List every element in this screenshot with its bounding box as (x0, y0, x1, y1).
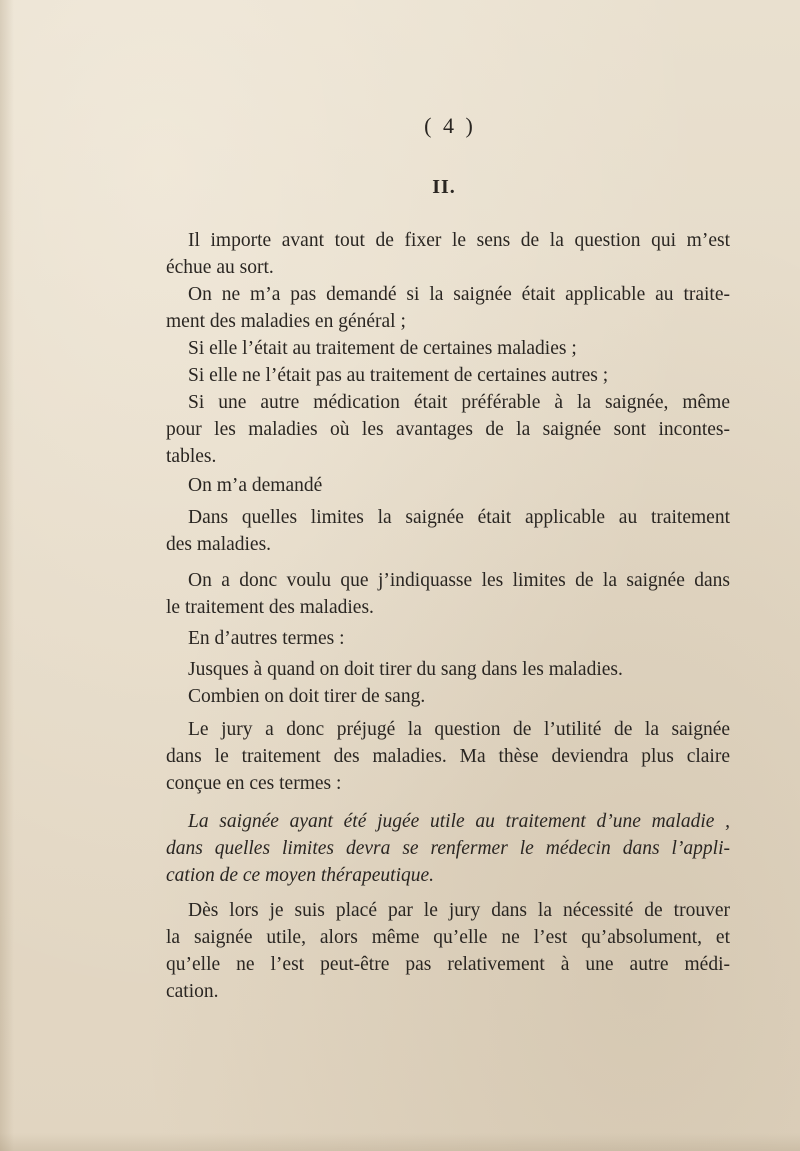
page-bottom-shadow (0, 1133, 800, 1151)
page-edge-shadow (0, 0, 14, 1151)
text-line: On a donc voulu que j’indiquasse les limites de la saignée dans (188, 570, 730, 591)
text-line: En d’autres termes : (188, 628, 345, 649)
text-line: Si elle l’était au traitement de certaines maladies ; (188, 338, 577, 359)
text-line: On ne m’a pas demandé si la saignée était applicable au traite- (188, 284, 730, 305)
section-heading: II. (432, 176, 456, 198)
text-line: dans le traitement des maladies. Ma thèse deviendra plus claire (166, 746, 730, 767)
text-line: des maladies. (166, 534, 272, 555)
text-line: Dans quelles limites la saignée était applicable au traitement (188, 507, 730, 528)
text-line: ment des maladies en général ; (166, 311, 406, 332)
thesis-line: dans quelles limites devra se renfermer le médecin dans l’appli- (166, 838, 730, 859)
text-line: Dès lors je suis placé par le jury dans la nécessité de trouver (188, 900, 730, 921)
text-line: la saignée utile, alors même qu’elle ne l’est qu’absolument, et (166, 927, 730, 948)
text-line: On m’a demandé (188, 475, 323, 496)
text-line: qu’elle ne l’est peut-être pas relativement à une autre médi- (166, 954, 730, 975)
thesis-line: cation de ce moyen thérapeutique. (166, 865, 435, 886)
text-line: Il importe avant tout de fixer le sens de la question qui m’est (188, 230, 730, 251)
text-line: Jusques à quand on doit tirer du sang dans les maladies. (188, 659, 623, 680)
text-line: Si une autre médication était préférable à la saignée, même (188, 392, 730, 413)
text-line: pour les maladies où les avantages de la saignée sont incontes- (166, 419, 730, 440)
thesis-line: La saignée ayant été jugée utile au traitement d’une maladie , (188, 811, 730, 832)
text-line: conçue en ces termes : (166, 773, 342, 794)
text-line: Le jury a donc préjugé la question de l’utilité de la saignée (188, 719, 730, 740)
text-line: Si elle ne l’était pas au traitement de certaines autres ; (188, 365, 609, 386)
text-line: échue au sort. (166, 257, 274, 278)
text-line: le traitement des maladies. (166, 597, 374, 618)
text-line: cation. (166, 981, 219, 1002)
text-line: Combien on doit tirer de sang. (188, 686, 426, 707)
page-number: ( 4 ) (424, 113, 476, 138)
text-line: tables. (166, 446, 217, 467)
